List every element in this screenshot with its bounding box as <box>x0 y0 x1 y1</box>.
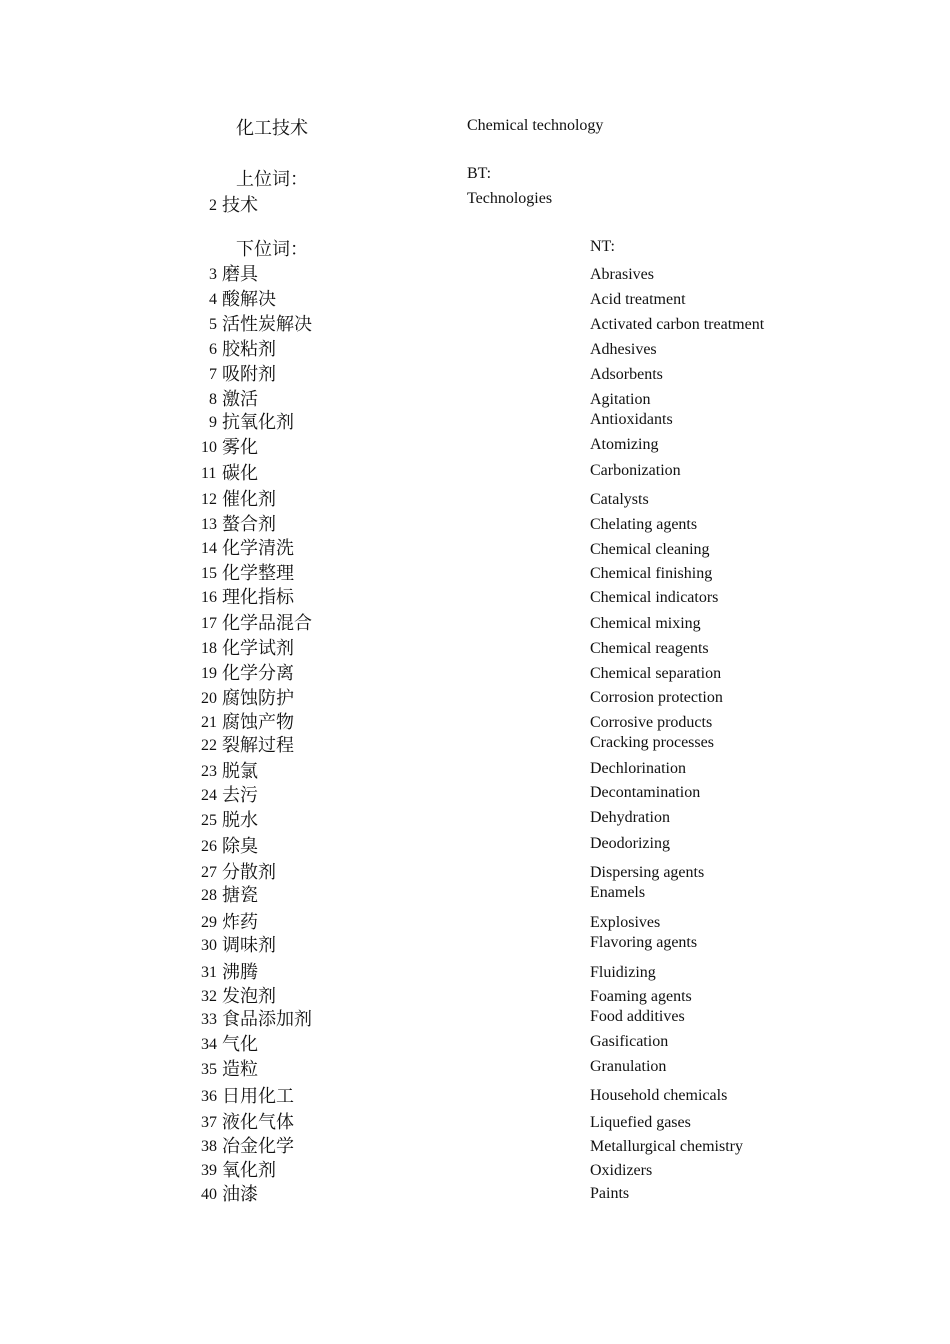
narrower-term-number: 31 <box>201 964 217 981</box>
narrower-term-zh: 日用化工 <box>222 1086 294 1106</box>
narrower-term-number: 32 <box>201 988 217 1005</box>
narrower-term-en: Fluidizing <box>590 964 656 981</box>
narrower-term-number: 16 <box>201 589 217 606</box>
narrower-term-zh: 脱水 <box>222 810 258 830</box>
narrower-term-zh: 氧化剂 <box>222 1160 276 1180</box>
broader-term-en: Technologies <box>467 190 553 207</box>
narrower-term-en: Chemical separation <box>590 665 722 682</box>
narrower-term-en: Catalysts <box>590 491 649 508</box>
narrower-term-number: 24 <box>201 787 217 804</box>
narrower-term-en: Decontamination <box>590 784 701 801</box>
narrower-term-zh: 活性炭解决 <box>222 314 312 334</box>
narrower-term-number: 25 <box>201 812 217 829</box>
narrower-term-zh: 化学整理 <box>222 563 294 583</box>
narrower-term-number: 8 <box>209 391 217 408</box>
narrower-term-zh: 催化剂 <box>222 489 276 509</box>
narrower-term-zh: 抗氧化剂 <box>222 412 294 432</box>
narrower-term-en: Dispersing agents <box>590 864 705 881</box>
narrower-term-number: 37 <box>201 1114 217 1131</box>
narrower-term-number: 22 <box>201 737 217 754</box>
narrower-term-number: 28 <box>201 887 217 904</box>
broader-number: 2 <box>209 197 217 214</box>
narrower-term-number: 10 <box>201 439 217 456</box>
narrower-term-number: 11 <box>201 465 217 482</box>
broader-label-en: BT: <box>467 165 492 182</box>
narrower-term-zh: 气化 <box>222 1034 258 1054</box>
narrower-term-number: 29 <box>201 914 217 931</box>
narrower-term-zh: 油漆 <box>222 1184 258 1204</box>
narrower-term-en: Chemical finishing <box>590 565 713 582</box>
narrower-term-en: Corrosive products <box>590 714 713 731</box>
narrower-term-zh: 液化气体 <box>222 1112 294 1132</box>
narrower-term-en: Chemical mixing <box>590 615 701 632</box>
narrower-term-number: 3 <box>209 266 217 283</box>
narrower-term-en: Gasification <box>590 1033 669 1050</box>
narrower-term-en: Explosives <box>590 914 661 931</box>
narrower-term-en: Adhesives <box>590 341 657 358</box>
narrower-term-zh: 化学清洗 <box>222 538 294 558</box>
narrower-term-en: Carbonization <box>590 462 681 479</box>
narrower-term-en: Corrosion protection <box>590 689 723 706</box>
narrower-term-en: Household chemicals <box>590 1087 728 1104</box>
narrower-term-number: 15 <box>201 565 217 582</box>
narrower-term-zh: 除臭 <box>222 836 258 856</box>
narrower-term-zh: 造粒 <box>222 1059 258 1079</box>
narrower-term-number: 33 <box>201 1011 217 1028</box>
narrower-term-en: Deodorizing <box>590 835 670 852</box>
narrower-term-number: 14 <box>201 540 217 557</box>
narrower-term-number: 38 <box>201 1138 217 1155</box>
narrower-term-zh: 脱氯 <box>222 761 258 781</box>
narrower-term-en: Acid treatment <box>590 291 686 308</box>
narrower-term-number: 5 <box>209 316 217 333</box>
term-title-zh: 化工技术 <box>236 118 308 138</box>
narrower-term-number: 35 <box>201 1061 217 1078</box>
narrower-term-zh: 理化指标 <box>222 587 294 607</box>
narrower-term-zh: 食品添加剂 <box>222 1009 312 1029</box>
narrower-term-en: Dechlorination <box>590 760 686 777</box>
narrower-term-en: Foaming agents <box>590 988 692 1005</box>
narrower-term-en: Abrasives <box>590 266 654 283</box>
narrower-term-zh: 沸腾 <box>222 962 258 982</box>
narrower-term-number: 39 <box>201 1162 217 1179</box>
narrower-term-number: 9 <box>209 414 217 431</box>
narrower-term-en: Dehydration <box>590 809 670 826</box>
narrower-term-en: Atomizing <box>590 436 659 453</box>
narrower-term-en: Chemical cleaning <box>590 541 710 558</box>
narrower-term-number: 6 <box>209 341 217 358</box>
narrower-term-zh: 分散剂 <box>222 862 276 882</box>
narrower-term-zh: 冶金化学 <box>222 1136 294 1156</box>
narrower-term-zh: 调味剂 <box>222 935 276 955</box>
narrower-term-en: Agitation <box>590 391 651 408</box>
narrower-term-zh: 发泡剂 <box>222 986 276 1006</box>
narrower-term-number: 7 <box>209 366 217 383</box>
narrower-term-zh: 碳化 <box>222 463 258 483</box>
narrower-term-number: 40 <box>201 1186 217 1203</box>
narrower-term-number: 30 <box>201 937 217 954</box>
narrower-term-en: Food additives <box>590 1008 685 1025</box>
narrower-term-zh: 化学分离 <box>222 663 294 683</box>
narrower-term-zh: 激活 <box>222 389 258 409</box>
narrower-term-number: 34 <box>201 1036 217 1053</box>
narrower-term-number: 26 <box>201 838 217 855</box>
narrower-term-zh: 化学试剂 <box>222 638 294 658</box>
narrower-term-en: Metallurgical chemistry <box>590 1138 743 1155</box>
narrower-term-number: 36 <box>201 1088 217 1105</box>
narrower-term-number: 12 <box>201 491 217 508</box>
narrower-term-number: 18 <box>201 640 217 657</box>
narrower-term-en: Paints <box>590 1185 630 1202</box>
narrower-term-number: 4 <box>209 291 217 308</box>
narrower-term-zh: 腐蚀产物 <box>222 712 294 732</box>
narrower-term-zh: 炸药 <box>222 912 258 932</box>
narrower-term-en: Adsorbents <box>590 366 663 383</box>
narrower-term-en: Flavoring agents <box>590 934 698 951</box>
narrower-term-en: Granulation <box>590 1058 667 1075</box>
narrower-term-number: 21 <box>201 714 217 731</box>
narrower-term-en: Enamels <box>590 884 646 901</box>
narrower-term-number: 23 <box>201 763 217 780</box>
narrower-term-zh: 腐蚀防护 <box>222 688 294 708</box>
narrower-term-zh: 化学品混合 <box>222 613 312 633</box>
narrower-label-zh: 下位词： <box>236 239 308 259</box>
narrower-term-number: 19 <box>201 665 217 682</box>
narrower-term-en: Activated carbon treatment <box>590 316 765 333</box>
narrower-term-zh: 搪瓷 <box>222 885 258 905</box>
narrower-term-number: 17 <box>201 615 217 632</box>
narrower-term-en: Cracking processes <box>590 734 714 751</box>
narrower-term-zh: 吸附剂 <box>222 364 276 384</box>
narrower-term-zh: 磨具 <box>222 264 258 284</box>
narrower-term-en: Antioxidants <box>590 411 673 428</box>
narrower-label-en: NT: <box>590 238 615 255</box>
narrower-term-zh: 去污 <box>222 785 258 805</box>
narrower-term-zh: 螯合剂 <box>222 514 276 534</box>
narrower-term-en: Oxidizers <box>590 1162 653 1179</box>
term-title-en: Chemical technology <box>467 117 604 134</box>
narrower-term-zh: 胶粘剂 <box>222 339 276 359</box>
narrower-term-en: Chemical indicators <box>590 589 719 606</box>
broader-label-zh: 上位词： <box>236 169 308 189</box>
broader-term-zh: 技术 <box>222 195 258 215</box>
narrower-term-en: Liquefied gases <box>590 1114 691 1131</box>
narrower-term-zh: 雾化 <box>222 437 258 457</box>
narrower-term-en: Chemical reagents <box>590 640 709 657</box>
narrower-term-number: 27 <box>201 864 217 881</box>
narrower-term-number: 13 <box>201 516 217 533</box>
narrower-term-number: 20 <box>201 690 217 707</box>
narrower-term-zh: 裂解过程 <box>222 735 294 755</box>
narrower-term-en: Chelating agents <box>590 516 698 533</box>
narrower-term-zh: 酸解决 <box>222 289 276 309</box>
